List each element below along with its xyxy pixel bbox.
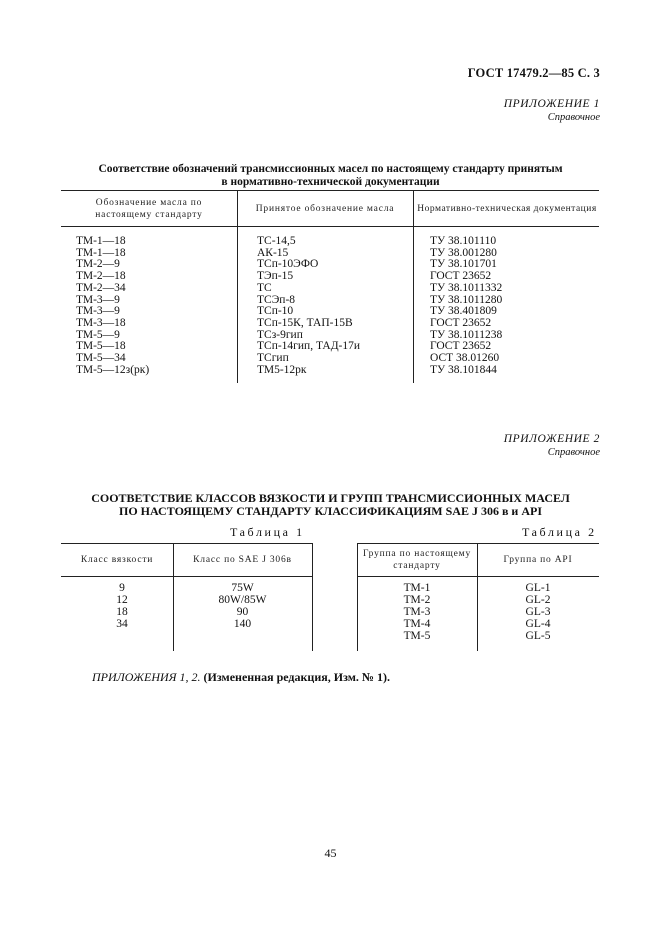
table-cell: ГОСТ 23652 xyxy=(430,340,492,353)
table-cell: ОСТ 38.01260 xyxy=(430,352,500,365)
table-cell: ТМ-2—18 xyxy=(76,270,126,283)
table-cell: 80W/85W xyxy=(218,594,267,607)
table2-top-rule xyxy=(357,543,599,544)
table-cell: 9 xyxy=(119,582,125,594)
table-cell: 34 xyxy=(116,618,128,631)
appendix1-title xyxy=(0,163,661,189)
appendix1-label-block xyxy=(504,98,600,124)
table2-header-rule xyxy=(357,576,599,577)
table1-header-viscosity-class: Класс вязкости xyxy=(80,555,154,565)
table-cell: ТУ 38.101110 xyxy=(430,235,497,247)
column-header-accepted-name: Принятое обозначение масла xyxy=(255,204,395,214)
table2-caption: Таблица 2 xyxy=(522,525,597,539)
table-column-normative-doc xyxy=(430,236,502,376)
appendix2-type: Справочное xyxy=(547,447,600,458)
table-top-rule xyxy=(61,190,599,191)
table-cell: GL-2 xyxy=(525,594,551,607)
table-cell: ТСп-10ЭФО xyxy=(257,258,319,271)
table-cell: ТМ-3—18 xyxy=(76,316,126,329)
table-column-divider-1 xyxy=(237,190,238,383)
footnote xyxy=(92,670,390,685)
table-cell: ТУ 38.1011332 xyxy=(430,281,503,294)
table-cell: ГОСТ 23652 xyxy=(430,316,492,329)
table-cell: ТУ 38.001280 xyxy=(430,246,497,259)
page-number: 45 xyxy=(324,846,337,860)
table-cell: ТМ-3 xyxy=(403,606,431,619)
table-cell: GL-1 xyxy=(525,582,551,594)
table2-column-group xyxy=(357,582,477,642)
table-cell: 12 xyxy=(116,594,128,607)
table-cell: ТСп-10 xyxy=(257,305,294,318)
appendix1-title-line1: Соответствие обозначений трансмиссионных масел по настоящему стандарту принятым xyxy=(98,163,563,175)
table-cell: ТМ-2 xyxy=(403,594,431,607)
table1-right-border xyxy=(312,543,313,651)
table-cell: ТЭп-15 xyxy=(257,270,294,283)
table1-column-sae xyxy=(173,582,312,630)
table1-header-sae-class: Класс по SAE J 306в xyxy=(193,555,292,565)
column-header-normative-doc: Нормативно-техническая документация xyxy=(417,204,597,214)
appendix1-label: ПРИЛОЖЕНИЕ 1 xyxy=(503,98,600,110)
table-cell: ТУ 38.1011238 xyxy=(430,328,503,341)
table-cell: 75W xyxy=(231,582,254,594)
table-cell: ТС-14,5 xyxy=(257,235,296,247)
table-cell: ТМ-1—18 xyxy=(76,235,126,247)
table-column-designation xyxy=(76,236,149,376)
table-cell: 140 xyxy=(233,618,252,631)
table-cell: ТМ-5 xyxy=(403,630,431,643)
table-cell: GL-5 xyxy=(525,630,551,643)
document-header: ГОСТ 17479.2—85 С. 3 xyxy=(467,66,600,80)
table-cell: ТСп-15К, ТАП-15В xyxy=(257,316,353,329)
appendix2-label: ПРИЛОЖЕНИЕ 2 xyxy=(503,433,600,445)
table1-top-rule xyxy=(61,543,312,544)
appendix1-type: Справочное xyxy=(547,112,600,123)
table-cell: ТСп-14гип, ТАД-17и xyxy=(257,340,361,353)
table-cell: ТСгип xyxy=(257,352,289,365)
table-cell: ГОСТ 23652 xyxy=(430,270,492,283)
table-cell: GL-3 xyxy=(525,606,551,619)
table-cell: АК-15 xyxy=(257,246,289,259)
table-cell: ТУ 38.1011280 xyxy=(430,293,503,306)
table-cell: ТУ 38.401809 xyxy=(430,305,497,318)
table1-column-viscosity xyxy=(61,582,183,630)
table-cell: ТУ 38.101701 xyxy=(430,258,497,271)
table-cell: ТУ 38.101844 xyxy=(430,363,497,376)
table-cell: ТМ-1 xyxy=(403,582,431,594)
table-cell: ТМ-3—9 xyxy=(76,305,120,318)
table-column-divider-2 xyxy=(413,190,414,383)
table-cell: ТМ-1—18 xyxy=(76,246,126,259)
table-cell: ТМ-5—34 xyxy=(76,352,126,365)
table-cell: ТМ5-12рк xyxy=(257,363,307,376)
table1-header-rule xyxy=(61,576,312,577)
table-cell: 90 xyxy=(236,606,249,619)
table-cell: ТС xyxy=(257,281,272,294)
table-column-accepted-name xyxy=(257,236,360,376)
appendix2-title xyxy=(0,492,661,518)
table2-header-group: Группа по настоящему стандарту xyxy=(362,549,471,571)
table-cell: ТМ-5—9 xyxy=(76,328,120,341)
table-header-rule xyxy=(61,226,599,227)
footnote-reference: ПРИЛОЖЕНИЯ 1, 2. xyxy=(92,670,201,684)
table-cell: ТСЭп-8 xyxy=(257,293,296,306)
table-cell: ТМ-5—18 xyxy=(76,340,126,353)
appendix1-title-line2: в нормативно-технической документации xyxy=(221,176,440,188)
table-cell: ТМ-3—9 xyxy=(76,293,120,306)
column-header-designation: Обозначение масла по настоящему стандарту xyxy=(95,198,203,220)
table2-header-api: Группа по API xyxy=(503,555,573,565)
table-cell: 18 xyxy=(116,606,128,619)
table-cell: GL-4 xyxy=(525,618,551,631)
table1-caption: Таблица 1 xyxy=(230,525,305,539)
footnote-amendment: (Измененная редакция, Изм. № 1). xyxy=(200,670,390,684)
appendix2-title-line1: СООТВЕТСТВИЕ КЛАССОВ ВЯЗКОСТИ И ГРУПП ТРАНСМИССИОННЫХ МАСЕЛ xyxy=(91,491,570,505)
appendix2-title-line2: ПО НАСТОЯЩЕМУ СТАНДАРТУ КЛАССИФИКАЦИЯМ SAE J 306 в и API xyxy=(118,504,543,518)
table2-column-api xyxy=(477,582,599,642)
table-cell: ТМ-2—34 xyxy=(76,281,126,294)
table-cell: ТМ-5—12з(рк) xyxy=(76,363,150,376)
table-cell: ТСз-9гип xyxy=(257,328,303,341)
table-cell: ТМ-4 xyxy=(403,618,431,631)
appendix2-label-block xyxy=(504,433,600,459)
table-cell: ТМ-2—9 xyxy=(76,258,120,271)
